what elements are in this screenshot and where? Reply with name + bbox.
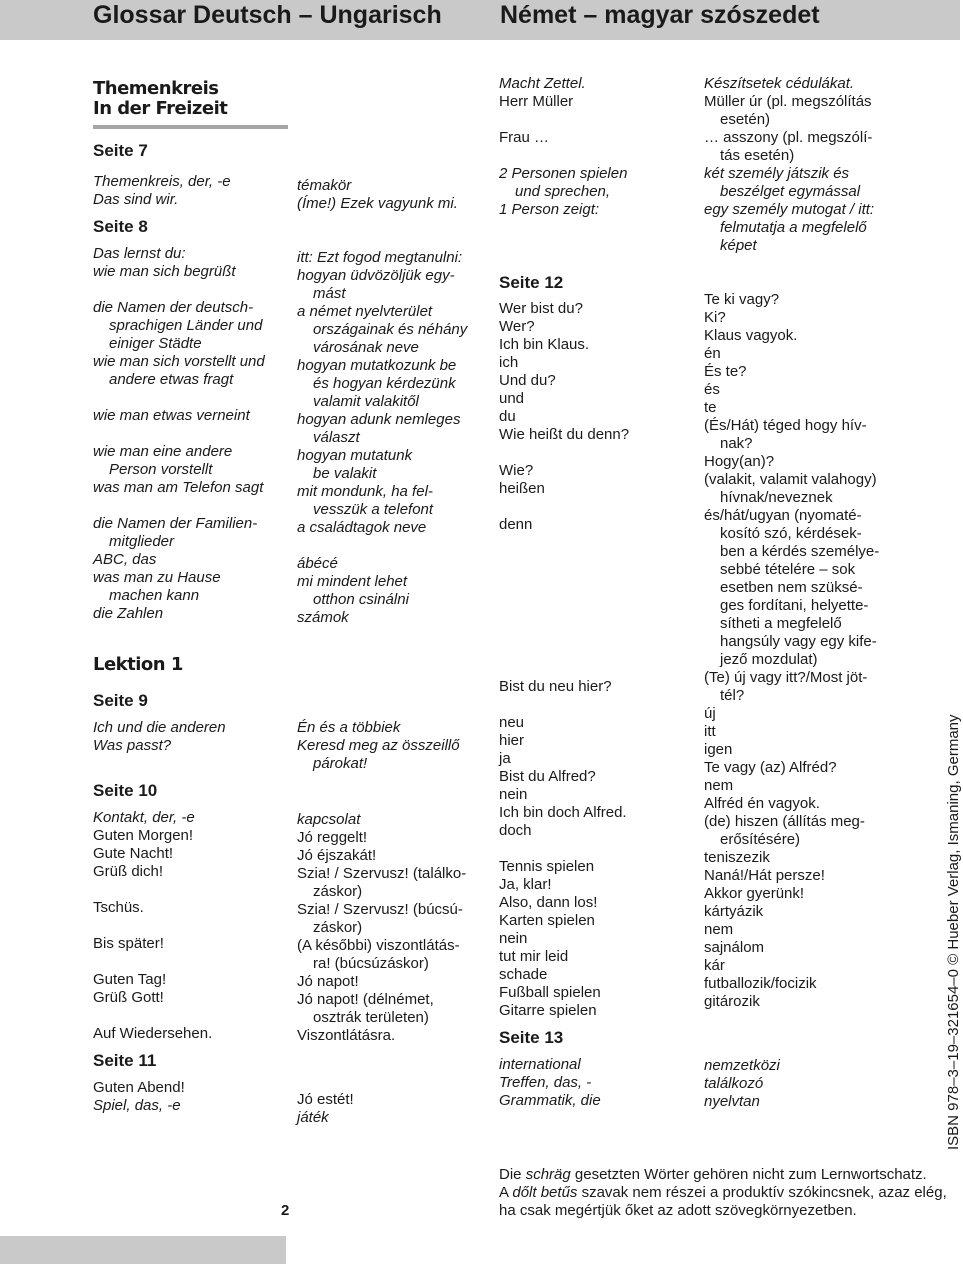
spacer <box>499 219 694 273</box>
glossary-entry: Szia! / Szervusz! (találko- <box>297 865 467 882</box>
glossary-entry-continuation: mitglieder <box>109 533 175 550</box>
section-heading: Seite 7 <box>93 141 148 160</box>
glossary-entry: Keresd meg az összeillő <box>297 737 460 754</box>
glossary-entry: Klaus vagyok. <box>704 327 798 344</box>
glossary-entry: Macht Zettel. <box>499 75 586 92</box>
glossary-entry: wie man sich begrüßt <box>93 263 236 280</box>
section-heading: Seite 9 <box>93 691 148 710</box>
glossary-entry-continuation: tél? <box>720 687 745 704</box>
glossary-entry: Treffen, das, - <box>499 1074 592 1091</box>
glossary-entry: wie man sich vorstellt und <box>93 353 265 370</box>
glossary-entry: nein <box>499 786 528 803</box>
spacer <box>499 1048 694 1056</box>
glossary-entry: számok <box>297 609 349 626</box>
spacer <box>93 917 293 935</box>
section-heading: Seite 10 <box>93 781 158 800</box>
glossary-entry-continuation: sprachigen Länder und <box>109 317 263 334</box>
glossary-entry: És te? <box>704 363 747 380</box>
isbn-copyright: ISBN 978–3–19–321654–0 © Hueber Verlag, Ismaning, Germany <box>945 714 962 1150</box>
spacer <box>499 444 694 462</box>
spacer <box>297 537 492 555</box>
column-hungarian-right <box>704 75 929 1111</box>
glossary-entry: nem <box>704 777 734 794</box>
spacer <box>93 953 293 971</box>
spacer <box>93 1007 293 1025</box>
glossary-entry: Te vagy (az) Alfréd? <box>704 759 837 776</box>
glossary-entry-continuation: képet <box>720 237 757 254</box>
glossary-entry: Én és a többiek <box>297 719 401 736</box>
glossary-entry: nyelvtan <box>704 1093 760 1110</box>
glossary-entry-continuation: országainak és néhány <box>313 321 468 338</box>
section-heading: Seite 13 <box>499 1028 564 1047</box>
footnote-german: Die schräg gesetzten Wörter gehören nicht zum Lernwortschatz. <box>499 1166 927 1183</box>
spacer <box>499 534 694 678</box>
glossary-entry: mit mondunk, ha fel- <box>297 483 433 500</box>
glossary-entry: Tschüs. <box>93 899 144 916</box>
glossary-entry-continuation: vesszük a telefont <box>313 501 434 518</box>
glossary-entry: Alfréd én vagyok. <box>704 795 820 812</box>
theme-heading: Lektion 1 <box>93 654 183 675</box>
spacer <box>93 1071 293 1079</box>
spacer <box>704 255 929 291</box>
glossary-entry-continuation: be valakit <box>313 465 377 482</box>
spacer <box>93 711 293 719</box>
glossary-entry-continuation: jező mozdulat) <box>720 651 818 668</box>
glossary-entry: Naná!/Hát persze! <box>704 867 825 884</box>
section-rule <box>93 125 288 129</box>
footnote-hungarian: A dőlt betűs szavak nem részei a produktív szókincsnek, azaz elég, ha csak megértjük őket az adott szövegkörnyezetben. <box>499 1184 947 1219</box>
glossary-entry: doch <box>499 822 532 839</box>
glossary-entry: új <box>704 705 716 722</box>
spacer <box>499 111 694 129</box>
glossary-entry: Spiel, das, -e <box>93 1097 181 1114</box>
glossary-entry: Auf Wiedersehen. <box>93 1025 213 1042</box>
glossary-entry: Wer bist du? <box>499 300 583 317</box>
glossary-entry: és/hát/ugyan (nyomaté- <box>704 507 862 524</box>
glossary-entry: … asszony (pl. megszólí- <box>704 129 873 146</box>
glossary-entry: Akkor gyerünk! <box>704 885 805 902</box>
glossary-entry: nem <box>704 921 734 938</box>
glossary-entry: Herr Müller <box>499 93 574 110</box>
glossary-entry: hogyan adunk nemleges <box>297 411 461 428</box>
glossary-entry: a német nyelvterület <box>297 303 433 320</box>
glossary-entry: hogyan üdvözöljük egy- <box>297 267 455 284</box>
spacer <box>93 1043 293 1051</box>
glossary-entry: Guten Tag! <box>93 971 167 988</box>
glossary-entry: Viszontlátásra. <box>297 1027 396 1044</box>
spacer <box>93 755 293 781</box>
glossary-entry: nein <box>499 930 528 947</box>
spacer <box>93 281 293 299</box>
glossary-entry-continuation: und sprechen, <box>515 183 611 200</box>
glossary-entry: a családtagok neve <box>297 519 427 536</box>
glossary-entry: du <box>499 408 516 425</box>
glossary-entry: sajnálom <box>704 939 765 956</box>
spacer <box>297 213 492 249</box>
glossary-entry: wie man eine andere <box>93 443 233 460</box>
glossary-entry-continuation: záskor) <box>313 919 363 936</box>
glossary-entry: Grüß dich! <box>93 863 164 880</box>
column-german-right <box>499 75 694 1110</box>
glossary-entry-continuation: és hogyan kérdezünk <box>313 375 456 392</box>
section-heading: Seite 8 <box>93 217 148 236</box>
glossary-entry-continuation: osztrák területen) <box>313 1009 429 1026</box>
spacer <box>93 675 293 691</box>
spacer <box>499 293 694 300</box>
glossary-entry: játék <box>297 1109 329 1126</box>
glossary-entry-continuation: sebbé tételére – sok <box>720 561 856 578</box>
glossary-entry: Bis später! <box>93 935 164 952</box>
glossary-entry: és <box>704 381 720 398</box>
glossary-entry: (A későbbi) viszontlátás- <box>297 937 460 954</box>
glossary-entry: schade <box>499 966 548 983</box>
glossary-entry-continuation: mást <box>313 285 346 302</box>
glossary-entry: te <box>704 399 717 416</box>
glossary-entry: neu <box>499 714 525 731</box>
glossary-entry: die Zahlen <box>93 605 164 622</box>
glossary-entry-continuation: felmutatja a megfelelő <box>720 219 867 236</box>
page-number: 2 <box>281 1202 290 1219</box>
glossary-entry: témakör <box>297 177 352 194</box>
glossary-entry: Das lernst du: <box>93 245 186 262</box>
glossary-entry: (Te) új vagy itt?/Most jöt- <box>704 669 868 686</box>
glossary-entry: Ich und die anderen <box>93 719 226 736</box>
spacer <box>93 623 293 655</box>
glossary-entry: international <box>499 1056 581 1073</box>
spacer <box>704 1011 929 1057</box>
glossary-entry: Te ki vagy? <box>704 291 780 308</box>
glossary-entry: und <box>499 390 525 407</box>
glossary-entry: Jó napot! <box>297 973 359 990</box>
glossary-entry: (Íme!) Ezek vagyunk mi. <box>297 195 458 212</box>
glossary-entry-continuation: esetén) <box>720 111 771 128</box>
glossary-entry-continuation: hangsúly vagy egy kife- <box>720 633 877 650</box>
glossary-entry: Szia! / Szervusz! (búcsú- <box>297 901 463 918</box>
glossary-entry-continuation: ben a kérdés személye- <box>720 543 880 560</box>
title-hungarian: Német – magyar szószedet <box>500 1 820 29</box>
glossary-entry: Müller úr (pl. megszólítás <box>704 93 872 110</box>
glossary-entry: Also, dann los! <box>499 894 598 911</box>
column-german-left <box>93 79 293 1115</box>
spacer <box>93 161 293 173</box>
glossary-entry-continuation: beszélget egymással <box>720 183 861 200</box>
glossary-entry: (És/Hát) téged hogy hív- <box>704 417 867 434</box>
glossary-entry: was man am Telefon sagt <box>93 479 264 496</box>
glossary-entry-continuation: kosító szó, kérdések- <box>720 525 862 542</box>
glossary-entry: ja <box>499 750 511 767</box>
glossary-entry: Und du? <box>499 372 556 389</box>
glossary-entry: (valakit, valamit valahogy) <box>704 471 877 488</box>
spacer <box>499 840 694 858</box>
glossary-entry: kár <box>704 957 725 974</box>
glossary-entry: Grüß Gott! <box>93 989 164 1006</box>
glossary-entry: Ich bin doch Alfred. <box>499 804 627 821</box>
glossary-entry-continuation: otthon csinálni <box>313 591 409 608</box>
column-hungarian-left <box>297 79 492 1127</box>
spacer <box>297 627 492 719</box>
title-german-hungarian: Glossar Deutsch – Ungarisch <box>93 1 442 29</box>
glossary-entry: Grammatik, die <box>499 1092 601 1109</box>
glossary-entry: heißen <box>499 480 545 497</box>
glossary-entry: Bist du neu hier? <box>499 678 612 695</box>
glossary-entry: Themenkreis, der, -e <box>93 173 231 190</box>
glossary-entry: futballozik/focizik <box>704 975 817 992</box>
glossary-entry-continuation: nak? <box>720 435 753 452</box>
spacer <box>297 773 492 811</box>
glossary-entry: Ki? <box>704 309 726 326</box>
glossary-entry: találkozó <box>704 1075 764 1092</box>
glossary-entry: egy személy mutogat / itt: <box>704 201 875 218</box>
glossary-entry: kártyázik <box>704 903 764 920</box>
glossary-entry-continuation: andere etwas fragt <box>109 371 234 388</box>
emphasis: dőlt betűs <box>512 1184 578 1201</box>
glossary-entry: Készítsetek cédulákat. <box>704 75 855 92</box>
glossary-entry-continuation: tás esetén) <box>720 147 795 164</box>
glossary-entry: ich <box>499 354 519 371</box>
glossary-entry: denn <box>499 516 533 533</box>
section-heading: Seite 11 <box>93 1051 157 1070</box>
glossary-entry: hier <box>499 732 525 749</box>
glossary-entry: tut mir leid <box>499 948 569 965</box>
glossary-entry: én <box>704 345 721 362</box>
spacer <box>499 696 694 714</box>
glossary-entry: kapcsolat <box>297 811 361 828</box>
glossary-entry-continuation: sítheti a megfelelő <box>720 615 842 632</box>
glossary-entry: Bist du Alfred? <box>499 768 596 785</box>
glossary-entry: ABC, das <box>93 551 157 568</box>
glossary-entry: mi mindent lehet <box>297 573 408 590</box>
theme-heading: In der Freizeit <box>93 98 228 119</box>
glossary-entry: die Namen der deutsch- <box>93 299 254 316</box>
glossary-entry: Guten Morgen! <box>93 827 194 844</box>
glossary-entry-continuation: valamit valakitől <box>313 393 419 410</box>
spacer <box>297 1045 492 1091</box>
glossary-entry: Ja, klar! <box>499 876 552 893</box>
glossary-entry: hogyan mutatunk <box>297 447 413 464</box>
spacer <box>499 498 694 516</box>
glossary-entry: Fußball spielen <box>499 984 601 1001</box>
glossary-entry: Gute Nacht! <box>93 845 174 862</box>
spacer <box>93 389 293 407</box>
spacer <box>499 147 694 165</box>
footnote <box>499 1166 954 1220</box>
glossary-entry: Guten Abend! <box>93 1079 185 1096</box>
glossary-entry: Wie? <box>499 462 534 479</box>
section-heading: Seite 12 <box>499 273 564 292</box>
glossary-entry-continuation: párokat! <box>313 755 368 772</box>
spacer <box>93 881 293 899</box>
glossary-entry: Gitarre spielen <box>499 1002 597 1019</box>
glossary-entry: Frau … <box>499 129 550 146</box>
footer-band <box>0 1236 286 1264</box>
glossary-entry: nemzetközi <box>704 1057 780 1074</box>
glossary-entry-continuation: erősítésére) <box>720 831 801 848</box>
glossary-entry: (de) hiszen (állítás meg- <box>704 813 865 830</box>
glossary-entry-continuation: záskor) <box>313 883 363 900</box>
glossary-entry: Jó éjszakát! <box>297 847 377 864</box>
glossary-entry-continuation: Person vorstellt <box>109 461 213 478</box>
glossary-entry-continuation: városának neve <box>313 339 419 356</box>
glossary-entry-continuation: választ <box>313 429 360 446</box>
glossary-entry: itt <box>704 723 716 740</box>
glossary-entry-continuation: ra! (búcsúzáskor) <box>313 955 429 972</box>
glossary-entry-continuation: hívnak/neveznek <box>720 489 833 506</box>
glossary-entry: Karten spielen <box>499 912 595 929</box>
glossary-entry: itt: Ezt fogod megtanulni: <box>297 249 463 266</box>
glossary-entry: 1 Person zeigt: <box>499 201 600 218</box>
spacer <box>499 1020 694 1028</box>
glossary-entry: teniszezik <box>704 849 770 866</box>
spacer <box>93 497 293 515</box>
spacer <box>93 801 293 809</box>
glossary-entry-continuation: ges fordítani, helyette- <box>720 597 869 614</box>
glossary-entry: was man zu Hause <box>93 569 221 586</box>
spacer <box>93 133 293 141</box>
glossary-entry: hogyan mutatkozunk be <box>297 357 457 374</box>
glossary-entry: Wer? <box>499 318 535 335</box>
spacer <box>93 209 293 217</box>
glossary-entry: Das sind wir. <box>93 191 179 208</box>
glossary-entry-continuation: einiger Städte <box>109 335 202 352</box>
glossary-entry: Jó napot! (délnémet, <box>297 991 434 1008</box>
glossary-entry: wie man etwas verneint <box>93 407 250 424</box>
glossary-entry: Kontakt, der, -e <box>93 809 195 826</box>
glossary-entry: Was passt? <box>93 737 172 754</box>
glossary-entry: 2 Personen spielen <box>499 165 628 182</box>
glossary-entry: Wie heißt du denn? <box>499 426 630 443</box>
theme-heading: Themenkreis <box>93 78 219 99</box>
spacer <box>297 79 492 177</box>
glossary-entry: die Namen der Familien- <box>93 515 258 532</box>
glossary-entry: Hogy(an)? <box>704 453 775 470</box>
emphasis: schräg <box>525 1166 571 1183</box>
glossary-entry: Jó estét! <box>297 1091 354 1108</box>
glossary-entry: Ich bin Klaus. <box>499 336 590 353</box>
glossary-entry: Jó reggelt! <box>297 829 368 846</box>
glossary-entry: gitározik <box>704 993 760 1010</box>
glossary-entry-continuation: esetben nem szüksé- <box>720 579 863 596</box>
spacer <box>93 237 293 245</box>
glossary-entry: igen <box>704 741 733 758</box>
glossary-entry: Tennis spielen <box>499 858 595 875</box>
glossary-entry: ábécé <box>297 555 338 572</box>
glossary-entry-continuation: machen kann <box>109 587 200 604</box>
glossary-entry: két személy játszik és <box>704 165 850 182</box>
spacer <box>93 425 293 443</box>
